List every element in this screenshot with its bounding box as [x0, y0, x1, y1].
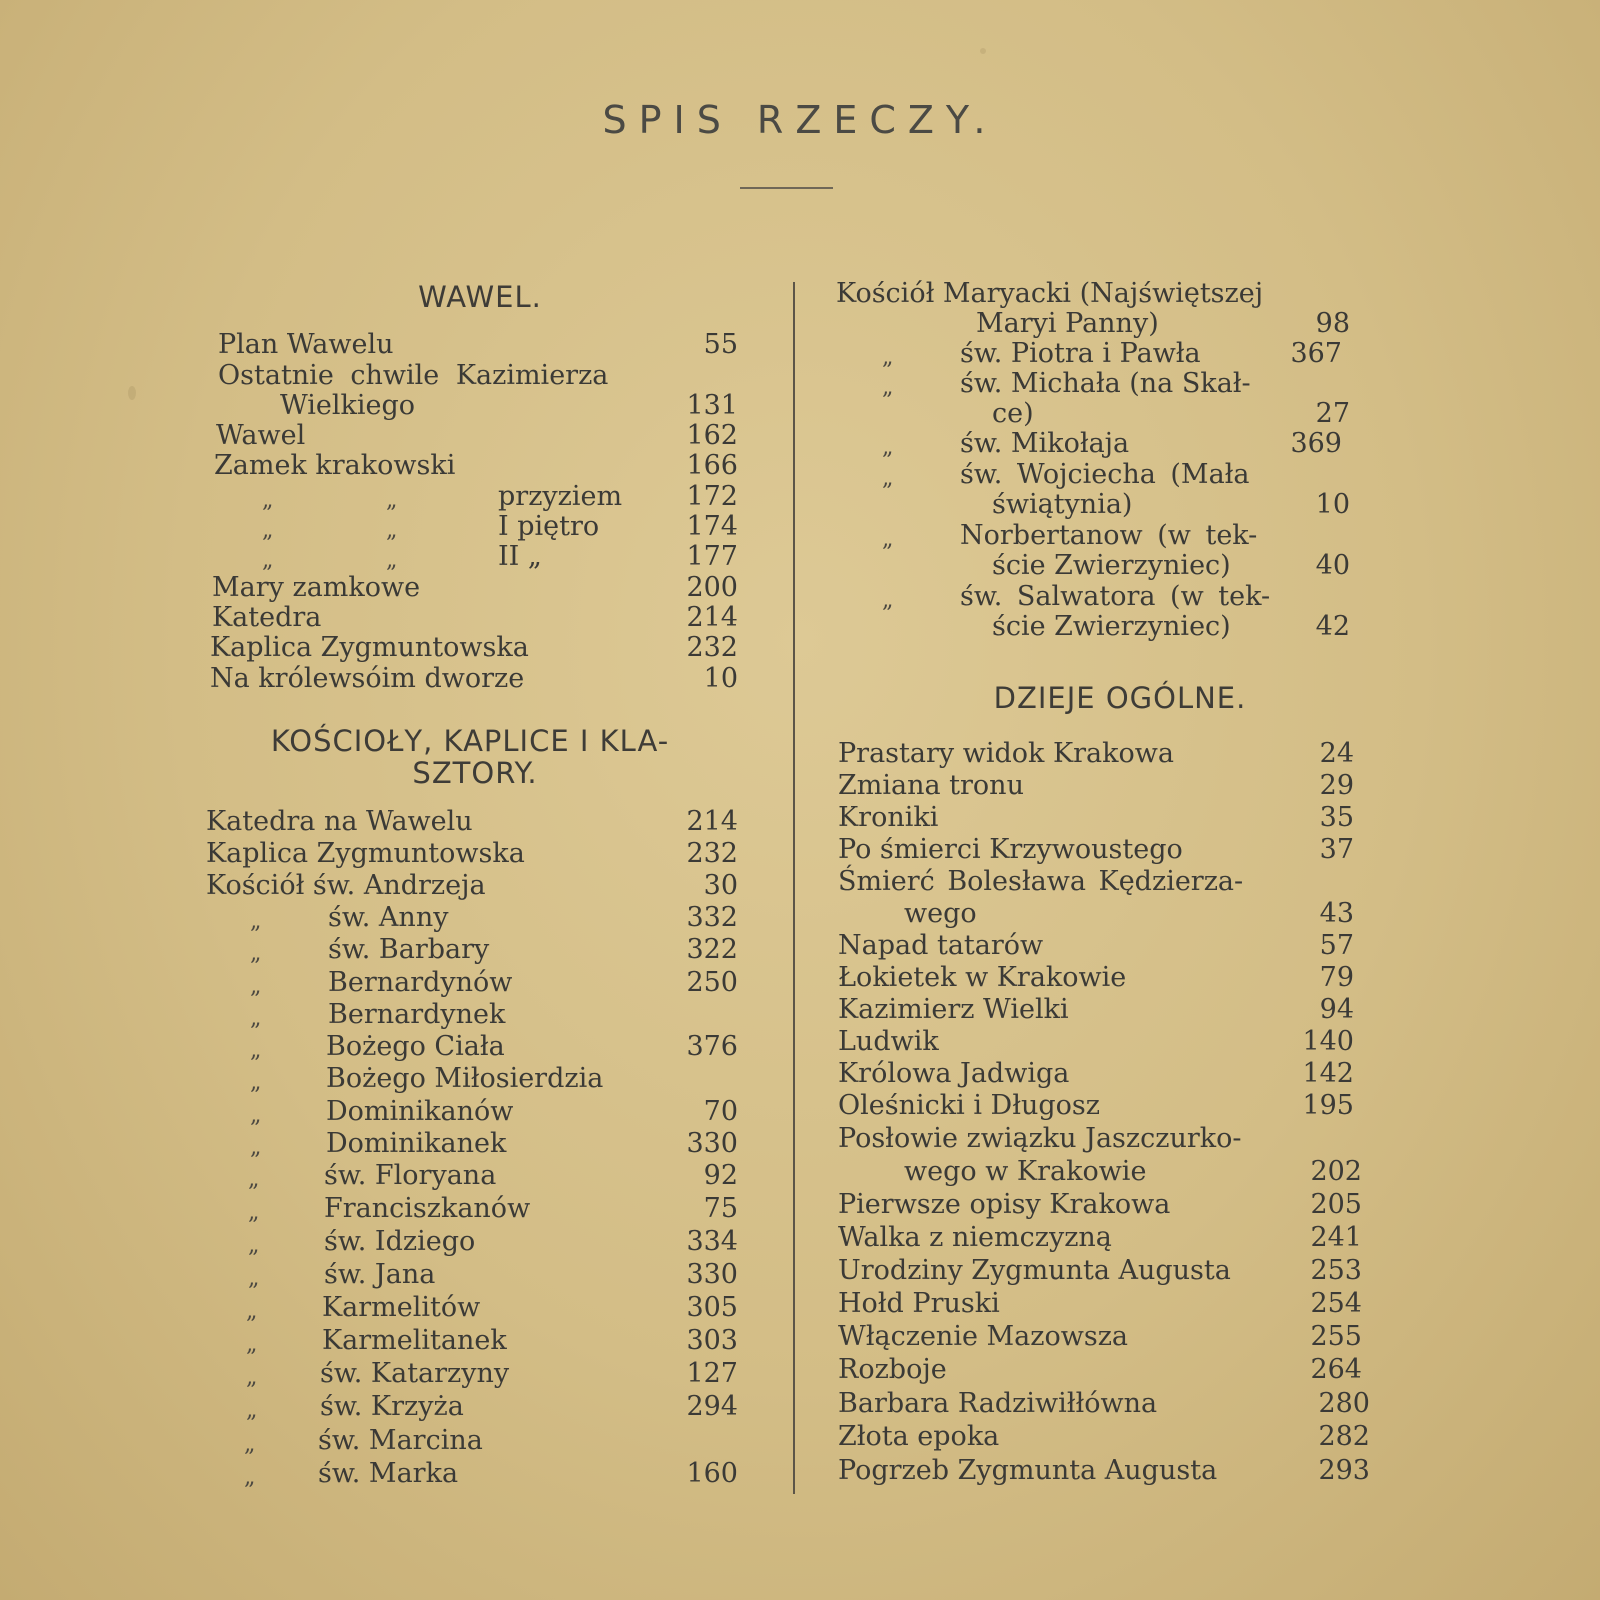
- ditto-mark: „: [248, 1200, 260, 1225]
- entry-page: 162: [686, 420, 738, 451]
- toc-entry: [800, 550, 1600, 582]
- ditto-mark: „: [244, 1432, 256, 1457]
- entry-page: 177: [686, 541, 738, 572]
- toc-entry: [800, 1090, 1600, 1122]
- entry-title: Bernardynek: [328, 999, 506, 1030]
- toc-entry: [800, 1026, 1600, 1058]
- entry-title: św. Salwatora (w tek-: [960, 581, 1271, 612]
- entry-page: 195: [1302, 1090, 1354, 1121]
- toc-entry: [0, 1096, 790, 1128]
- entry-title: ce): [992, 398, 1034, 429]
- entry-title: Plan Wawelu: [218, 329, 394, 360]
- ditto-mark: „: [882, 375, 894, 400]
- toc-entry: [0, 870, 790, 902]
- toc-entry: [0, 934, 790, 966]
- entry-title: Ostatnie chwile Kazimierza: [218, 360, 609, 391]
- toc-entry: [800, 1288, 1600, 1320]
- entry-title: Kaplica Zygmuntowska: [210, 632, 529, 663]
- toc-entry: [800, 338, 1600, 370]
- toc-entry: [0, 511, 790, 543]
- entry-page: 24: [1319, 738, 1354, 769]
- toc-entry: [800, 1255, 1600, 1287]
- entry-page: 142: [1302, 1058, 1354, 1089]
- entry-title: Katedra na Wawelu: [206, 806, 473, 837]
- entry-page: 200: [686, 572, 738, 603]
- entry-page: 232: [686, 838, 738, 869]
- entry-title: Kroniki: [838, 802, 939, 833]
- toc-entry: [800, 278, 1600, 310]
- entry-title: Maryi Panny): [976, 308, 1159, 339]
- entry-page: 43: [1319, 898, 1354, 929]
- ditto-mark: „: [262, 488, 274, 513]
- toc-entry: [0, 1425, 790, 1457]
- entry-title: św. Michała (na Skał-: [960, 368, 1251, 399]
- entry-page: 330: [686, 1259, 738, 1290]
- entry-page: 241: [1310, 1222, 1362, 1253]
- entry-title: Na królewsóim dworze: [210, 663, 525, 694]
- entry-page: 294: [686, 1391, 738, 1422]
- entry-title: Barbara Radziwiłłówna: [838, 1388, 1158, 1419]
- entry-title: Franciszkanów: [324, 1193, 531, 1224]
- ditto-mark: „: [386, 518, 398, 543]
- entry-title: Karmelitów: [322, 1292, 481, 1323]
- entry-page: 367: [1290, 338, 1342, 369]
- entry-page: 37: [1319, 834, 1354, 865]
- toc-entry: [800, 1156, 1600, 1188]
- ditto-mark: „: [250, 909, 262, 934]
- entry-title: Łokietek w Krakowie: [838, 962, 1127, 993]
- entry-title: Bożego Miłosierdzia: [326, 1063, 604, 1094]
- toc-entry: [0, 838, 790, 870]
- toc-entry: [0, 1391, 790, 1423]
- entry-title: Pogrzeb Zygmunta Augusta: [838, 1455, 1218, 1486]
- toc-entry: [0, 572, 790, 604]
- entry-page: 282: [1318, 1421, 1370, 1452]
- toc-entry: [0, 390, 790, 422]
- entry-title: św. Floryana: [324, 1160, 497, 1191]
- entry-title: Ludwik: [838, 1026, 939, 1057]
- toc-entry: [800, 1455, 1600, 1487]
- entry-title: Napad tatarów: [838, 930, 1044, 961]
- toc-entry: [0, 420, 790, 452]
- entry-page: 369: [1290, 428, 1342, 459]
- entry-page: 70: [703, 1096, 738, 1127]
- entry-title: Karmelitanek: [322, 1325, 507, 1356]
- title-rule: [740, 187, 833, 189]
- paper-blemish: [128, 386, 136, 400]
- toc-entry: [0, 602, 790, 634]
- entry-page: 166: [686, 450, 738, 481]
- toc-entry: [0, 1358, 790, 1390]
- entry-title: Wawel: [216, 420, 306, 451]
- toc-entry: [0, 1063, 790, 1095]
- toc-entry: [800, 898, 1600, 930]
- ditto-mark: „: [250, 1006, 262, 1031]
- ditto-mark: „: [250, 1135, 262, 1160]
- section-heading-wawel: WAWEL.: [418, 280, 542, 314]
- toc-entry: [800, 1189, 1600, 1221]
- entry-title: ście Zwierzyniec): [992, 611, 1231, 642]
- toc-entry: [800, 930, 1600, 962]
- toc-entry: [0, 450, 790, 482]
- ditto-mark: „: [882, 588, 894, 613]
- entry-page: 255: [1310, 1321, 1362, 1352]
- toc-entry: [800, 368, 1600, 400]
- section-heading-koscioly-cont: SZTORY.: [412, 756, 538, 790]
- entry-page: 42: [1315, 611, 1350, 642]
- toc-entry: [0, 999, 790, 1031]
- entry-title: Wielkiego: [280, 390, 416, 421]
- ditto-mark: „: [244, 1465, 256, 1490]
- ditto-mark: „: [248, 1167, 260, 1192]
- ditto-mark: „: [248, 1266, 260, 1291]
- entry-page: 127: [686, 1358, 738, 1389]
- toc-entry: [800, 1421, 1600, 1453]
- ditto-mark: „: [250, 1038, 262, 1063]
- entry-page: 160: [686, 1458, 738, 1489]
- entry-page: 334: [686, 1226, 738, 1257]
- entry-title: I piętro: [498, 511, 600, 542]
- ditto-mark: „: [262, 518, 274, 543]
- entry-page: 140: [1302, 1026, 1354, 1057]
- toc-entry: [800, 962, 1600, 994]
- entry-title: św. Idziego: [324, 1226, 476, 1257]
- toc-entry: [800, 994, 1600, 1026]
- ditto-mark: „: [246, 1332, 258, 1357]
- toc-entry: [800, 866, 1600, 898]
- entry-page: 214: [686, 602, 738, 633]
- entry-title: wego: [904, 898, 977, 929]
- entry-title: Oleśnicki i Długosz: [838, 1090, 1100, 1121]
- entry-title: Śmierć Bolesława Kędzierza-: [838, 866, 1244, 897]
- entry-page: 303: [686, 1325, 738, 1356]
- entry-title: św. Katarzyny: [320, 1358, 510, 1389]
- entry-page: 35: [1319, 802, 1354, 833]
- toc-entry: [0, 902, 790, 934]
- entry-title: św. Krzyża: [320, 1391, 464, 1422]
- entry-page: 250: [686, 967, 738, 998]
- column-divider: [793, 282, 795, 1494]
- entry-title: Walka z niemczyzną: [838, 1222, 1112, 1253]
- entry-title: św. Piotra i Pawła: [960, 338, 1201, 369]
- toc-entry: [0, 360, 790, 392]
- entry-title: Dominikanów: [326, 1096, 514, 1127]
- ditto-mark: „: [250, 941, 262, 966]
- entry-page: 10: [703, 663, 738, 694]
- entry-page: 332: [686, 902, 738, 933]
- toc-entry: [0, 632, 790, 664]
- entry-page: 57: [1319, 930, 1354, 961]
- toc-entry: [0, 967, 790, 999]
- toc-entry: [0, 1259, 790, 1291]
- toc-entry: [800, 1123, 1600, 1155]
- entry-page: 29: [1319, 770, 1354, 801]
- entry-title: św. Barbary: [328, 934, 490, 965]
- entry-title: Kazimierz Wielki: [838, 994, 1069, 1025]
- paper-blemish: [980, 48, 986, 54]
- ditto-mark: „: [250, 1070, 262, 1095]
- entry-title: świątynia): [992, 489, 1133, 520]
- entry-title: wego w Krakowie: [904, 1156, 1147, 1187]
- toc-entry: [800, 398, 1600, 430]
- entry-page: 376: [686, 1031, 738, 1062]
- entry-title: Kościół Maryacki (Najświętszej: [836, 278, 1264, 309]
- entry-title: przyziem: [498, 481, 623, 512]
- entry-title: św. Marcina: [318, 1425, 483, 1456]
- toc-entry: [800, 489, 1600, 521]
- entry-title: Kościół św. Andrzeja: [206, 870, 486, 901]
- entry-title: św. Anny: [328, 902, 449, 933]
- entry-title: Kaplica Zygmuntowska: [206, 838, 525, 869]
- entry-title: II „: [498, 541, 542, 572]
- toc-entry: [800, 581, 1600, 613]
- toc-entry: [800, 738, 1600, 770]
- entry-title: Zmiana tronu: [838, 770, 1024, 801]
- entry-page: 330: [686, 1128, 738, 1159]
- toc-entry: [0, 1226, 790, 1258]
- entry-page: 172: [686, 481, 738, 512]
- ditto-mark: „: [882, 345, 894, 370]
- entry-title: św. Wojciecha (Mała: [960, 459, 1250, 490]
- entry-page: 293: [1318, 1455, 1370, 1486]
- entry-page: 253: [1310, 1255, 1362, 1286]
- entry-title: Włączenie Mazowsza: [838, 1321, 1129, 1352]
- entry-page: 98: [1315, 308, 1350, 339]
- toc-entry: [800, 1388, 1600, 1420]
- ditto-mark: „: [882, 466, 894, 491]
- toc-entry: [800, 834, 1600, 866]
- entry-page: 55: [703, 329, 738, 360]
- entry-title: Hołd Pruski: [838, 1288, 1000, 1319]
- entry-page: 75: [703, 1193, 738, 1224]
- entry-title: Po śmierci Krzywoustego: [838, 834, 1183, 865]
- ditto-mark: „: [250, 974, 262, 999]
- toc-entry: [0, 1193, 790, 1225]
- entry-title: Zamek krakowski: [214, 450, 456, 481]
- toc-entry: [800, 1354, 1600, 1386]
- entry-page: 305: [686, 1292, 738, 1323]
- entry-page: 10: [1315, 489, 1350, 520]
- toc-entry: [0, 481, 790, 513]
- toc-entry: [0, 1031, 790, 1063]
- section-heading-koscioly: KOŚCIOŁY, KAPLICE I KLA-: [270, 724, 670, 758]
- entry-title: Królowa Jadwiga: [838, 1058, 1070, 1089]
- entry-page: 30: [703, 870, 738, 901]
- entry-title: Bernardynów: [328, 967, 513, 998]
- entry-title: ście Zwierzyniec): [992, 550, 1231, 581]
- entry-page: 214: [686, 806, 738, 837]
- entry-page: 232: [686, 632, 738, 663]
- entry-title: Złota epoka: [838, 1421, 1000, 1452]
- entry-title: Dominikanek: [326, 1128, 507, 1159]
- toc-entry: [800, 802, 1600, 834]
- entry-page: 280: [1318, 1388, 1370, 1419]
- ditto-mark: „: [386, 548, 398, 573]
- entry-title: Posłowie związku Jaszczurko-: [838, 1123, 1242, 1154]
- toc-entry: [0, 1292, 790, 1324]
- toc-entry: [800, 520, 1600, 552]
- entry-page: 94: [1319, 994, 1354, 1025]
- entry-title: Prastary widok Krakowa: [838, 738, 1174, 769]
- ditto-mark: „: [246, 1365, 258, 1390]
- toc-entry: [0, 541, 790, 573]
- toc-entry: [0, 1458, 790, 1490]
- toc-entry: [0, 1128, 790, 1160]
- ditto-mark: „: [246, 1398, 258, 1423]
- toc-entry: [0, 806, 790, 838]
- entry-title: Pierwsze opisy Krakowa: [838, 1189, 1171, 1220]
- ditto-mark: „: [262, 548, 274, 573]
- section-heading-dzieje: DZIEJE OGÓLNE.: [993, 681, 1247, 715]
- toc-entry: [800, 308, 1600, 340]
- ditto-mark: „: [882, 435, 894, 460]
- entry-page: 40: [1315, 550, 1350, 581]
- toc-entry: [0, 663, 790, 695]
- ditto-mark: „: [248, 1233, 260, 1258]
- toc-entry: [800, 1321, 1600, 1353]
- entry-title: Norbertanow (w tek-: [960, 520, 1258, 551]
- entry-title: Rozboje: [838, 1354, 947, 1385]
- entry-page: 79: [1319, 962, 1354, 993]
- ditto-mark: „: [386, 488, 398, 513]
- entry-title: Urodziny Zygmunta Augusta: [838, 1255, 1231, 1286]
- toc-entry: [0, 1160, 790, 1192]
- entry-page: 131: [686, 390, 738, 421]
- entry-title: św. Jana: [324, 1259, 436, 1290]
- entry-page: 205: [1310, 1189, 1362, 1220]
- toc-entry: [800, 428, 1600, 460]
- entry-page: 322: [686, 934, 738, 965]
- entry-title: Katedra: [212, 602, 322, 633]
- entry-title: św. Marka: [318, 1458, 459, 1489]
- toc-entry: [800, 770, 1600, 802]
- toc-entry: [800, 459, 1600, 491]
- entry-title: Mary zamkowe: [212, 572, 421, 603]
- toc-entry: [0, 1325, 790, 1357]
- entry-title: Bożego Ciała: [326, 1031, 505, 1062]
- entry-page: 92: [703, 1160, 738, 1191]
- entry-title: św. Mikołaja: [960, 428, 1130, 459]
- entry-page: 264: [1310, 1354, 1362, 1385]
- entry-page: 174: [686, 511, 738, 542]
- entry-page: 202: [1310, 1156, 1362, 1187]
- page-title: SPIS RZECZY.: [602, 98, 998, 142]
- toc-entry: [800, 611, 1600, 643]
- ditto-mark: „: [246, 1299, 258, 1324]
- entry-page: 254: [1310, 1288, 1362, 1319]
- entry-page: 27: [1315, 398, 1350, 429]
- toc-entry: [0, 329, 790, 361]
- toc-entry: [800, 1058, 1600, 1090]
- ditto-mark: „: [250, 1103, 262, 1128]
- toc-entry: [800, 1222, 1600, 1254]
- ditto-mark: „: [882, 527, 894, 552]
